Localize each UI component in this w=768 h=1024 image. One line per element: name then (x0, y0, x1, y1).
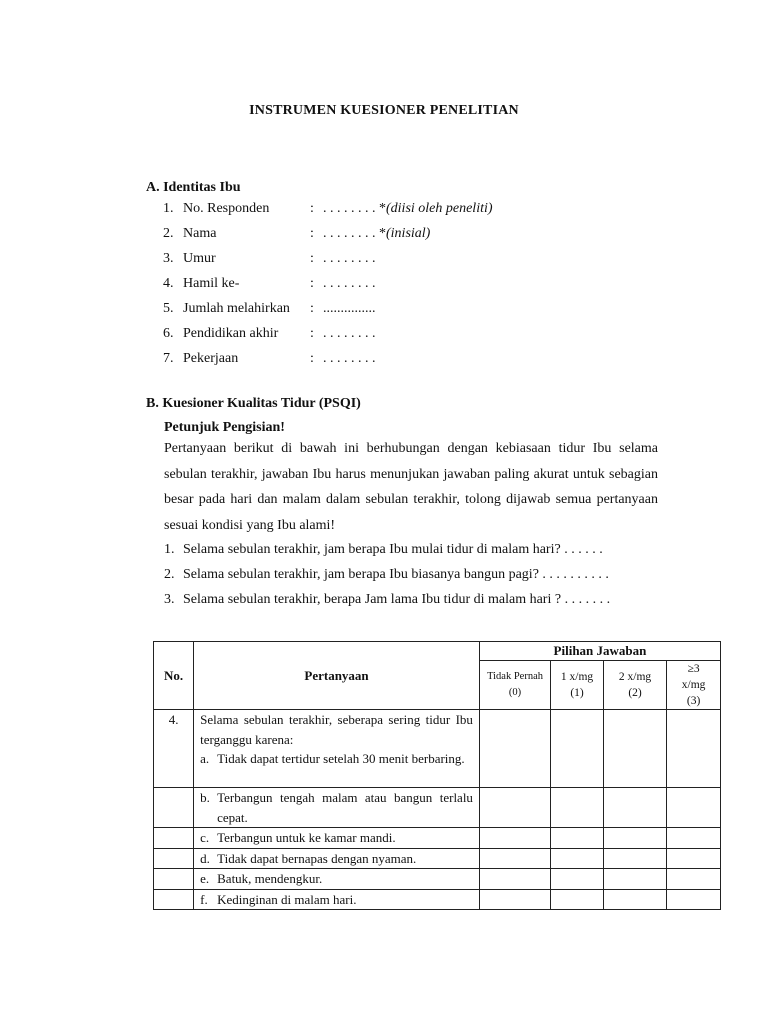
item-number: 7. (163, 351, 174, 366)
question-1 (164, 537, 658, 562)
answer-cell[interactable] (479, 889, 550, 910)
answer-cell[interactable] (551, 889, 604, 910)
answer-cell[interactable] (551, 828, 604, 849)
instructions-paragraph: Pertanyaan berikut di bawah ini berhubungan dengan kebiasaan tidur Ibu selama sebulan terakhir, jawaban Ibu harus menunjukan jawaban paling akurat untuk sebagian besar pada hari dan malam dalam sebulan terakhir, tolong dijawab semua pertanyaan sesuai kondisi yang Ibu alami! (164, 441, 658, 533)
item-number: 1. (163, 201, 174, 216)
item-separator: : (310, 326, 314, 341)
column-header-no: No. (154, 642, 194, 710)
answer-cell[interactable] (479, 869, 550, 890)
answer-cell[interactable] (551, 710, 604, 788)
item-label: Umur (183, 251, 216, 266)
identity-item (163, 299, 623, 319)
answer-cell[interactable] (603, 869, 666, 890)
identity-item (163, 324, 623, 344)
item-blank[interactable]: . . . . . . . . *(inisial) (323, 226, 431, 241)
answer-cell[interactable] (667, 710, 721, 788)
item-number: 4. (163, 276, 174, 291)
identity-item (163, 199, 623, 219)
answer-cell[interactable] (551, 848, 604, 869)
item-blank[interactable]: . . . . . . . . *(diisi oleh peneliti) (323, 201, 493, 216)
question-text: Selama sebulan terakhir, berapa Jam lama Ibu tidur di malam hari ? . . . . . . . (183, 592, 611, 607)
row-number: 4. (154, 710, 194, 788)
item-label: No. Responden (183, 201, 270, 216)
identity-item (163, 224, 623, 244)
question-number: 1. (164, 542, 175, 557)
item-label: Hamil ke- (183, 276, 240, 291)
item-separator: : (310, 251, 314, 266)
item-blank[interactable]: ............... (323, 301, 376, 316)
answer-cell[interactable] (551, 788, 604, 828)
identity-item (163, 349, 623, 369)
item-separator: : (310, 351, 314, 366)
answer-cell[interactable] (667, 889, 721, 910)
option-header: 2 x/mg (2) (603, 661, 666, 710)
option-label: ≥3 x/mg (681, 663, 706, 691)
item-number: 2. (163, 226, 174, 241)
section-b-heading: B. Kuesioner Kualitas Tidur (PSQI) (146, 396, 361, 411)
question-2 (164, 562, 658, 587)
item-separator: : (310, 301, 314, 316)
question-cell (194, 848, 480, 869)
answer-cell[interactable] (603, 848, 666, 869)
identity-item (163, 249, 623, 269)
answer-cell[interactable] (603, 828, 666, 849)
item-blank[interactable]: . . . . . . . . (323, 326, 376, 341)
question-number: 3. (164, 592, 175, 607)
question-number: 2. (164, 567, 175, 582)
column-header-answers: Pilihan Jawaban (479, 642, 720, 661)
answer-cell[interactable] (479, 848, 550, 869)
item-note: (diisi oleh peneliti) (386, 201, 493, 216)
section-a-heading: A. Identitas Ibu (146, 180, 241, 195)
item-label: Jumlah melahirkan (183, 301, 290, 316)
item-label: Pekerjaan (183, 351, 239, 366)
answer-cell[interactable] (479, 788, 550, 828)
question-text: Selama sebulan terakhir, jam berapa Ibu biasanya bangun pagi? . . . . . . . . . . (183, 567, 609, 582)
answer-cell[interactable] (551, 869, 604, 890)
question-4-intro: Selama sebulan terakhir, seberapa sering tidur Ibu terganggu karena: (200, 712, 473, 747)
item-number: 6. (163, 326, 174, 341)
question-cell (194, 889, 480, 910)
item-separator: : (310, 226, 314, 241)
instructions-heading: Petunjuk Pengisian! (164, 420, 285, 435)
psqi-table (153, 641, 721, 910)
answer-cell[interactable] (603, 710, 666, 788)
item-number: 3. (163, 251, 174, 266)
question-text: Selama sebulan terakhir, jam berapa Ibu mulai tidur di malam hari? . . . . . . (183, 542, 603, 557)
option-header: ≥3 x/mg (3) (667, 661, 721, 710)
column-header-question: Pertanyaan (194, 642, 480, 710)
answer-cell[interactable] (479, 710, 550, 788)
question-cell (194, 869, 480, 890)
sub-item-d: d. Tidak dapat bernapas dengan nyaman. (200, 850, 417, 866)
question-cell (194, 710, 480, 788)
sub-item-e: e. Batuk, mendengkur. (200, 871, 323, 886)
item-blank[interactable]: . . . . . . . . (323, 351, 376, 366)
identity-item (163, 274, 623, 294)
item-blank[interactable]: . . . . . . . . (323, 276, 376, 291)
document-title: INSTRUMEN KUESIONER PENELITIAN (249, 103, 519, 118)
item-separator: : (310, 201, 314, 216)
sub-item-b: b. Terbangun tengah malam atau bangun terlalu cepat. (200, 790, 473, 825)
sub-item-a: a. Tidak dapat tertidur setelah 30 menit berbaring. (200, 751, 465, 766)
answer-cell[interactable] (603, 889, 666, 910)
option-header: 1 x/mg (1) (551, 661, 604, 710)
answer-cell[interactable] (667, 848, 721, 869)
answer-cell[interactable] (667, 869, 721, 890)
item-note: (inisial) (386, 226, 431, 241)
answer-cell[interactable] (479, 828, 550, 849)
sub-item-f: f. Kedinginan di malam hari. (200, 891, 357, 907)
question-3 (164, 587, 658, 612)
sub-item-c: c. Terbangun untuk ke kamar mandi. (200, 830, 396, 845)
question-cell (194, 788, 480, 828)
item-label: Nama (183, 226, 217, 241)
answer-cell[interactable] (667, 788, 721, 828)
item-label: Pendidikan akhir (183, 326, 279, 341)
item-blank[interactable]: . . . . . . . . (323, 251, 376, 266)
item-separator: : (310, 276, 314, 291)
answer-cell[interactable] (603, 788, 666, 828)
question-cell (194, 828, 480, 849)
item-number: 5. (163, 301, 174, 316)
option-header: Tidak Pernah (0) (479, 661, 550, 710)
answer-cell[interactable] (667, 828, 721, 849)
